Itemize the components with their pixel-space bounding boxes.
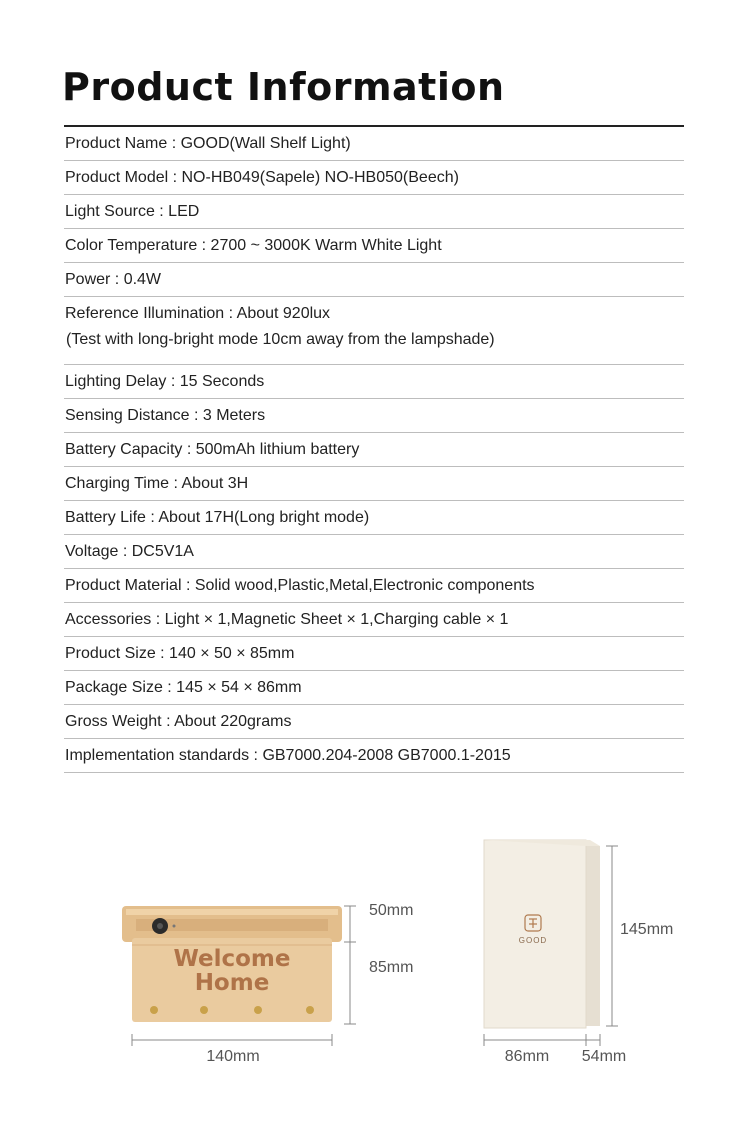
spec-row: Implementation standards : GB7000.204-2008 GB7000.1-2015 xyxy=(64,739,684,773)
spec-row: Light Source : LED xyxy=(64,195,684,229)
spec-row: Sensing Distance : 3 Meters xyxy=(64,399,684,433)
dim-box-depth: 54mm xyxy=(581,1048,627,1065)
dim-box-height: 145mm xyxy=(620,921,674,938)
spec-row: Battery Capacity : 500mAh lithium battery xyxy=(64,433,684,467)
spec-row: Product Material : Solid wood,Plastic,Metal,Electronic components xyxy=(64,569,684,603)
dim-shelf-width: 140mm xyxy=(206,1048,260,1065)
spec-row: Product Model : NO-HB049(Sapele) NO-HB050(Beech) xyxy=(64,161,684,195)
engraving-line-2: Home xyxy=(194,970,270,996)
dim-box-width: 86mm xyxy=(504,1048,550,1065)
spec-row: Charging Time : About 3H xyxy=(64,467,684,501)
box-front xyxy=(484,840,586,1028)
dim-shelf-top: 50mm xyxy=(369,902,414,919)
page-title: Product Information xyxy=(62,65,505,109)
spec-line: Reference Illumination : About 920lux xyxy=(65,305,331,322)
spec-row: Power : 0.4W xyxy=(64,263,684,297)
dimension-figure xyxy=(0,820,748,1080)
spec-row-illumination xyxy=(64,297,684,365)
package-box-image xyxy=(484,840,673,1065)
dim-shelf-height: 85mm xyxy=(369,959,414,976)
spec-table xyxy=(64,127,684,773)
engraving-line-1: Welcome xyxy=(173,946,291,972)
spec-row: Gross Weight : About 220grams xyxy=(64,705,684,739)
spec-row: Product Size : 140 × 50 × 85mm xyxy=(64,637,684,671)
box-logo-text: GOOD xyxy=(518,936,548,945)
spec-row: Package Size : 145 × 54 × 86mm xyxy=(64,671,684,705)
spec-note: (Test with long-bright mode 10cm away from the lampshade) xyxy=(66,331,495,348)
spec-row: Voltage : DC5V1A xyxy=(64,535,684,569)
spec-row: Lighting Delay : 15 Seconds xyxy=(64,365,684,399)
spec-row: Product Name : GOOD(Wall Shelf Light) xyxy=(64,127,684,161)
spec-row: Accessories : Light × 1,Magnetic Sheet × 1,Charging cable × 1 xyxy=(64,603,684,637)
spec-row: Battery Life : About 17H(Long bright mode) xyxy=(64,501,684,535)
shelf-light-image xyxy=(122,902,413,1065)
spec-row: Color Temperature : 2700 ~ 3000K Warm White Light xyxy=(64,229,684,263)
